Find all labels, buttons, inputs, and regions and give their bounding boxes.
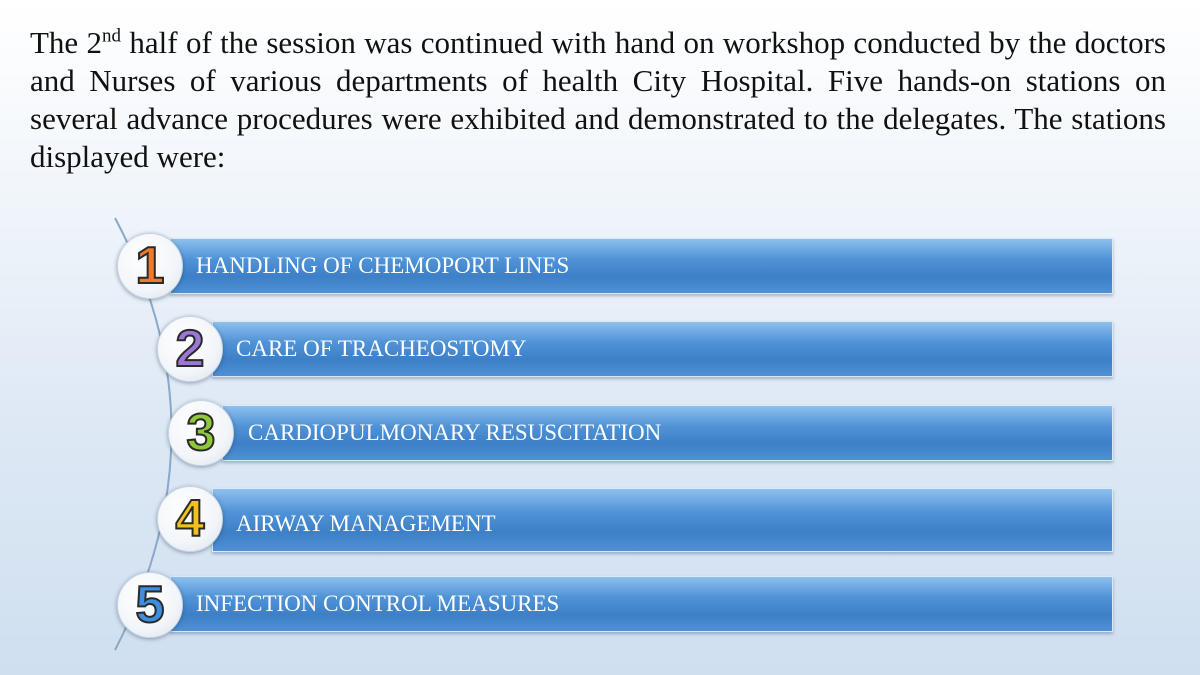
station-bar-2	[212, 321, 1113, 377]
station-label-4: AIRWAY MANAGEMENT	[236, 511, 496, 536]
intro-ordinal-suffix: nd	[102, 25, 122, 47]
number-badge-3-icon: 3	[168, 400, 234, 466]
station-label-1: HANDLING OF CHEMOPORT LINES	[196, 253, 570, 278]
intro-text-rest: half of the session was continued with hand on workshop conducted by the doctors and Nurses of various departments of health City Hospital. Five hands-on stations on several advance procedures were exhibited and demonstrated to the delegates. The stations displayed were:	[30, 25, 1166, 174]
station-label-5: INFECTION CONTROL MEASURES	[196, 591, 560, 616]
number-badge-1-icon: 1	[117, 233, 183, 299]
number-badge-2-icon: 2	[157, 316, 223, 382]
station-bar-5	[170, 576, 1113, 632]
station-label-2: CARE OF TRACHEOSTOMY	[236, 336, 527, 361]
number-badge-5-icon: 5	[117, 572, 183, 638]
station-label-3: CARDIOPULMONARY RESUSCITATION	[248, 420, 662, 445]
station-bar-1	[170, 238, 1113, 294]
station-bar-4	[212, 488, 1113, 552]
intro-text-start: The 2	[30, 25, 103, 60]
number-badge-4-icon: 4	[157, 486, 223, 552]
station-bar-3	[222, 405, 1113, 461]
